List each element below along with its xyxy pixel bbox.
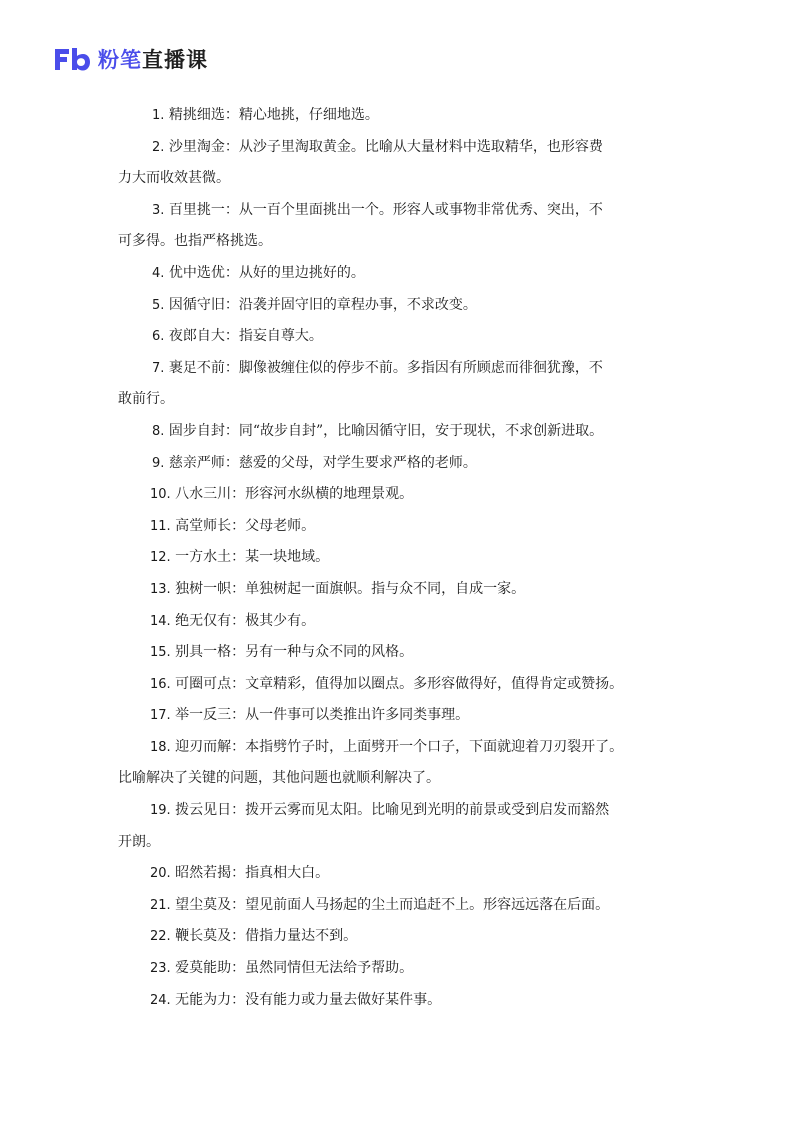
entry-continuation-line xyxy=(0,226,794,258)
entry-number: 11. xyxy=(150,518,171,534)
entry-text: 固步自封：同“故步自封”，比喻因循守旧，安于现状，不求创新进取。 xyxy=(168,422,604,439)
entry-line xyxy=(0,637,794,669)
entry-text: 独树一帜：单独树起一面旗帜。指与众不同，自成一家。 xyxy=(175,580,526,597)
idiom-entry xyxy=(0,732,794,795)
idiom-entry xyxy=(0,542,794,574)
idiom-entry xyxy=(0,100,794,132)
entry-line xyxy=(0,448,794,480)
entry-continuation-line xyxy=(0,384,794,416)
entry-line xyxy=(0,700,794,732)
brand-accent: 粉笔 xyxy=(98,48,142,72)
entry-line xyxy=(0,416,794,448)
idiom-entry xyxy=(0,511,794,543)
entry-line xyxy=(0,511,794,543)
entry-number: 22. xyxy=(150,929,171,945)
entry-line xyxy=(0,542,794,574)
entry-text: 因循守旧：沿袭并固守旧的章程办事，不求改变。 xyxy=(168,296,477,313)
entry-number: 13. xyxy=(150,581,171,597)
idiom-entry xyxy=(0,858,794,890)
entry-line xyxy=(0,921,794,953)
entry-text: 一方水土：某一块地域。 xyxy=(175,549,330,566)
idiom-entry xyxy=(0,258,794,290)
idiom-entry xyxy=(0,795,794,858)
fb-logo-icon xyxy=(52,45,92,73)
entry-text: 鞭长莫及：借指力量达不到。 xyxy=(175,928,358,945)
entry-text: 百里挑一：从一百个里面挑出一个。形容人或事物非常优秀、突出，不 xyxy=(168,201,603,218)
idiom-entry xyxy=(0,132,794,195)
entry-line xyxy=(0,732,794,764)
entry-number: 1. xyxy=(152,108,165,123)
entry-line xyxy=(0,321,794,353)
entry-text: 拨云见日：拨开云雾而见太阳。比喻见到光明的前景或受到启发而豁然 xyxy=(175,802,610,819)
entry-number: 15. xyxy=(150,645,171,661)
entry-number: 9. xyxy=(152,455,165,471)
entry-number: 17. xyxy=(150,708,171,724)
entry-line xyxy=(0,132,794,164)
entry-line xyxy=(0,479,794,511)
entry-continuation-line xyxy=(0,163,794,195)
entry-text: 力大而收效甚微。 xyxy=(118,170,230,187)
entry-line xyxy=(0,606,794,638)
entry-line xyxy=(0,258,794,290)
entry-line xyxy=(0,985,794,1017)
entry-number: 18. xyxy=(150,739,171,755)
entry-text: 优中选优：从好的里边挑好的。 xyxy=(168,264,365,281)
entry-text: 慈亲严师：慈爱的父母，对学生要求严格的老师。 xyxy=(168,454,477,471)
entry-number: 3. xyxy=(152,202,165,218)
entry-number: 19. xyxy=(150,803,171,819)
entry-text: 高堂师长：父母老师。 xyxy=(175,517,316,534)
entry-text: 敢前行。 xyxy=(118,391,174,408)
entry-number: 10. xyxy=(150,487,171,503)
idiom-entry xyxy=(0,290,794,322)
entry-line xyxy=(0,574,794,606)
entry-line xyxy=(0,290,794,322)
entry-line xyxy=(0,795,794,827)
entry-number: 24. xyxy=(150,992,171,1008)
entry-number: 21. xyxy=(150,897,171,913)
entry-text: 沙里淘金：从沙子里淘取黄金。比喻从大量材料中选取精华，也形容费 xyxy=(168,138,603,155)
entry-line xyxy=(0,858,794,890)
entry-text: 爱莫能助：虽然同情但无法给予帮助。 xyxy=(175,960,414,977)
brand-rest: 直播课 xyxy=(142,48,208,72)
entry-text: 比喻解决了关键的问题，其他问题也就顺利解决了。 xyxy=(118,770,440,787)
entry-text: 举一反三：从一件事可以类推出许多同类事理。 xyxy=(175,707,470,724)
entry-line xyxy=(0,100,794,132)
idiom-entry xyxy=(0,985,794,1017)
brand-name xyxy=(98,44,208,74)
entry-number: 6. xyxy=(152,329,165,345)
entry-number: 20. xyxy=(150,866,171,882)
entry-text: 裹足不前：脚像被缠住似的停步不前。多指因有所顾虑而徘徊犹豫，不 xyxy=(168,359,603,376)
idiom-entry xyxy=(0,448,794,480)
idiom-entry xyxy=(0,574,794,606)
entry-text: 绝无仅有：极其少有。 xyxy=(175,612,316,629)
idiom-entry xyxy=(0,416,794,448)
idiom-entry xyxy=(0,921,794,953)
entry-line xyxy=(0,195,794,227)
idiom-entry xyxy=(0,669,794,701)
idiom-entry xyxy=(0,606,794,638)
header xyxy=(52,44,208,74)
entry-number: 7. xyxy=(152,360,165,376)
entry-text: 精挑细选：精心地挑，仔细地选。 xyxy=(168,107,379,123)
idiom-list xyxy=(0,100,794,1016)
idiom-entry xyxy=(0,195,794,258)
idiom-entry xyxy=(0,953,794,985)
entry-number: 23. xyxy=(150,961,171,977)
entry-text: 望尘莫及：望见前面人马扬起的尘土而追赶不上。形容远远落在后面。 xyxy=(175,896,610,913)
entry-text: 迎刃而解：本指劈竹子时，上面劈开一个口子，下面就迎着刀刃裂开了。 xyxy=(175,738,624,755)
entry-text: 昭然若揭：指真相大白。 xyxy=(175,865,330,882)
idiom-entry xyxy=(0,637,794,669)
entry-line xyxy=(0,353,794,385)
entry-continuation-line xyxy=(0,827,794,859)
idiom-entry xyxy=(0,700,794,732)
entry-text: 可多得。也指严格挑选。 xyxy=(118,233,272,250)
entry-text: 无能为力：没有能力或力量去做好某件事。 xyxy=(175,991,442,1008)
entry-text: 可圈可点：文章精彩，值得加以圈点。多形容做得好，值得肯定或赞扬。 xyxy=(175,675,624,692)
entry-line xyxy=(0,890,794,922)
entry-number: 5. xyxy=(152,297,165,313)
entry-text: 夜郎自大：指妄自尊大。 xyxy=(168,328,323,345)
idiom-entry xyxy=(0,321,794,353)
entry-number: 14. xyxy=(150,613,171,629)
idiom-entry xyxy=(0,479,794,511)
entry-number: 16. xyxy=(150,676,171,692)
entry-text: 开朗。 xyxy=(118,833,160,850)
idiom-entry xyxy=(0,890,794,922)
entry-continuation-line xyxy=(0,763,794,795)
entry-number: 12. xyxy=(150,550,171,566)
entry-line xyxy=(0,953,794,985)
idiom-entry xyxy=(0,353,794,416)
entry-number: 8. xyxy=(152,423,165,439)
entry-text: 八水三川：形容河水纵横的地理景观。 xyxy=(175,486,414,503)
entry-text: 别具一格：另有一种与众不同的风格。 xyxy=(175,644,414,661)
entry-line xyxy=(0,669,794,701)
entry-number: 2. xyxy=(152,139,165,155)
entry-number: 4. xyxy=(152,265,165,281)
